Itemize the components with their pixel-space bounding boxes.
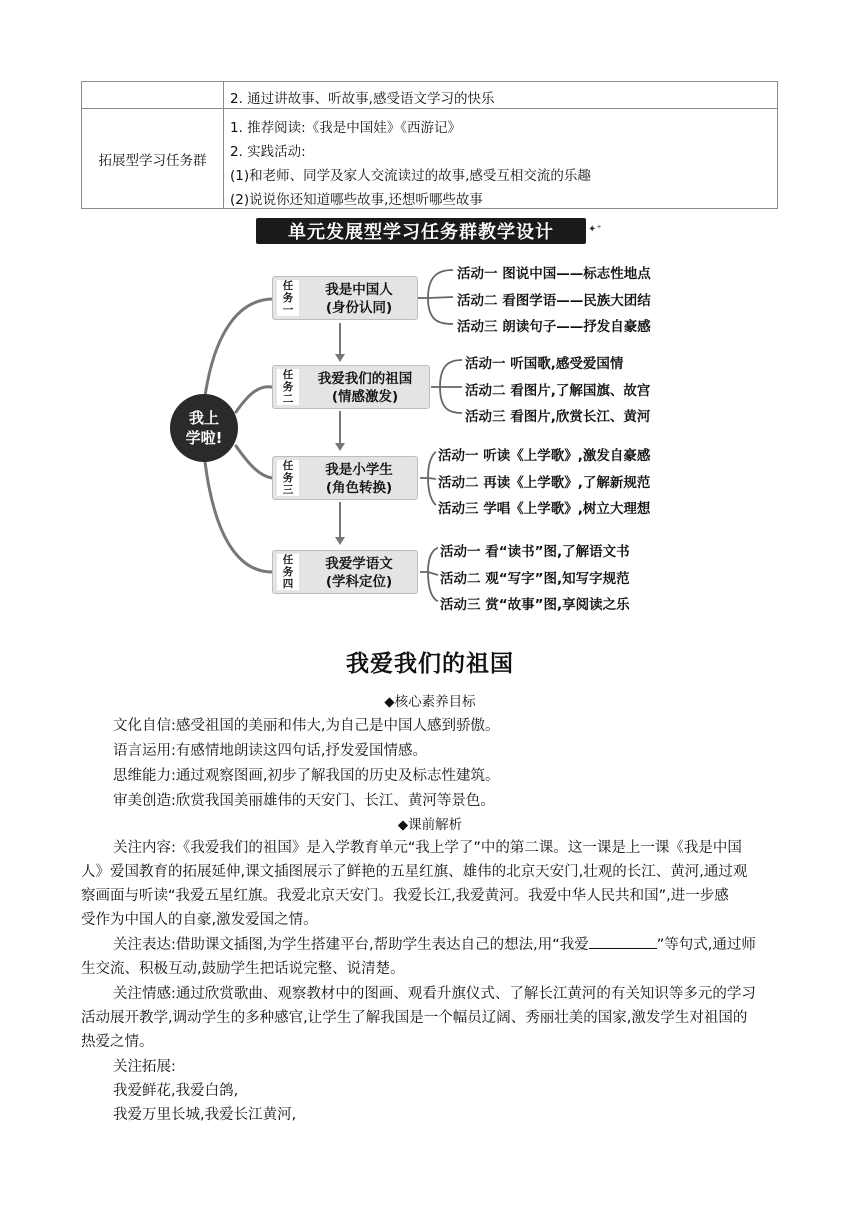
- poem-line: 我爱万里长城,我爱长江黄河,: [113, 1107, 297, 1123]
- paragraph-line: 关注情感:通过欣赏歌曲、观察教材中的图画、观看升旗仪式、了解长江黄河的有关知识等多元的学习: [113, 986, 756, 1002]
- goal-item: 语言运用:有感情地朗读这四句话,抒发爱国情感。: [113, 743, 427, 759]
- mind-map-center: [170, 394, 238, 462]
- task-tag: [277, 369, 299, 405]
- table-cell-text: 1. 推荐阅读:《我是中国娃》《西游记》: [230, 120, 461, 136]
- activity-item: 活动一 听读《上学歌》,激发自豪感: [438, 448, 651, 464]
- task-tag-char: 任: [282, 554, 294, 566]
- paragraph-line: 活动展开教学,调动学生的多种感官,让学生了解我国是一个幅员辽阔、秀丽壮美的国家,激发学生对祖国的: [81, 1010, 748, 1026]
- center-label-line: 学啦!: [185, 429, 223, 447]
- activity-item: 活动二 看图学语——民族大团结: [457, 293, 651, 309]
- task-tag-char: 务: [282, 381, 294, 393]
- activity-item: 活动三 看图片,欣赏长江、黄河: [465, 409, 651, 425]
- table-cell-text: (2)说说你还知道哪些故事,还想听哪些故事: [230, 192, 483, 208]
- task-tag: [277, 554, 299, 590]
- task-tag-char: 三: [282, 484, 294, 496]
- activity-item: 活动一 图说中国——标志性地点: [457, 266, 651, 282]
- activity-item: 活动三 学唱《上学歌》,树立大理想: [438, 501, 651, 517]
- paragraph-line: 人》爱国教育的拓展延伸,课文插图展示了鲜艳的五星红旗、雄伟的北京天安门,壮观的长江、黄河,通过观: [81, 864, 748, 880]
- task-subtitle: (学科定位): [325, 574, 393, 590]
- task-tag-char: 任: [282, 280, 294, 292]
- goal-item: 审美创造:欣赏我国美丽雄伟的天安门、长江、黄河等景色。: [113, 793, 495, 809]
- paragraph-line: 热爱之情。: [81, 1034, 154, 1050]
- paragraph-text: ”等句式,通过师: [656, 937, 756, 953]
- paragraph-text: 关注表达:借助课文插图,为学生搭建平台,帮助学生表达自己的想法,用“我爱: [113, 937, 589, 953]
- activity-item: 活动一 听国歌,感受爱国情: [465, 356, 624, 372]
- activity-item: 活动二 看图片,了解国旗、故宫: [465, 383, 651, 399]
- table-cell-text: 2. 实践活动:: [230, 144, 306, 160]
- branch-line: [205, 299, 272, 396]
- fill-blank: [589, 934, 657, 949]
- analysis-heading: ◆课前解析: [397, 817, 463, 833]
- task-tag-char: 务: [282, 292, 294, 304]
- task-name: 我爱学语文: [325, 556, 393, 572]
- activity-item: 活动三 赏“故事”图,享阅读之乐: [440, 597, 630, 613]
- paragraph-line: 关注拓展:: [113, 1059, 176, 1075]
- task-tag-char: 四: [282, 578, 294, 590]
- lesson-title: 我爱我们的祖国: [346, 651, 514, 677]
- task-subtitle: (身份认同): [325, 300, 393, 316]
- activity-item: 活动一 看“读书”图,了解语文书: [440, 544, 630, 560]
- task-one-box: [272, 276, 418, 320]
- paragraph-line: [113, 933, 756, 954]
- task-subtitle: (情感激发): [331, 389, 399, 405]
- paragraph-line: 生交流、积极互动,鼓励学生把话说完整、说清楚。: [81, 961, 405, 977]
- task-tag-char: 任: [282, 460, 294, 472]
- task-two-box: [272, 365, 430, 409]
- task-tag: [277, 460, 299, 496]
- poem-line: 我爱鲜花,我爱白鸽,: [113, 1083, 239, 1099]
- task-tag-char: 务: [282, 472, 294, 484]
- task-tag-char: 务: [282, 566, 294, 578]
- paragraph-line: 受作为中国人的自豪,激发爱国之情。: [81, 912, 318, 928]
- task-name: 我是小学生: [325, 462, 393, 478]
- table-cell-text: 2. 通过讲故事、听故事,感受语文学习的快乐: [230, 91, 495, 107]
- sparkle-icon: ✦⁺: [588, 224, 602, 235]
- task-subtitle: (角色转换): [325, 480, 393, 496]
- activity-item: 活动三 朗读句子——抒发自豪感: [457, 319, 651, 335]
- task-tag-char: 二: [282, 393, 294, 405]
- task-tag-char: 任: [282, 369, 294, 381]
- task-name: 我是中国人: [325, 282, 393, 298]
- branch-line: [205, 462, 272, 572]
- table-row-label: 拓展型学习任务群: [98, 153, 207, 169]
- task-three-box: [272, 456, 418, 500]
- branch-line: [236, 446, 272, 478]
- paragraph-line: 关注内容:《我爱我们的祖国》是入学教育单元“我上学了”中的第二课。这一课是上一课《我是中国: [113, 840, 742, 856]
- task-four-box: [272, 550, 418, 594]
- paragraph-line: 察画面与听读“我爱五星红旗。我爱北京天安门。我爱长江,我爱黄河。我爱中华人民共和国”,进一步感: [81, 888, 729, 904]
- goals-heading: ◆核心素养目标: [384, 694, 476, 710]
- activity-item: 活动二 观“写字”图,知写字规范: [440, 571, 630, 587]
- goal-item: 文化自信:感受祖国的美丽和伟大,为自己是中国人感到骄傲。: [113, 718, 500, 734]
- table-cell-text: (1)和老师、同学及家人交流读过的故事,感受互相交流的乐趣: [230, 168, 591, 184]
- task-name: 我爱我们的祖国: [317, 371, 413, 387]
- center-label-line: 我上: [188, 409, 219, 427]
- task-tag: [277, 280, 299, 316]
- branch-line: [236, 387, 272, 412]
- section-banner: 单元发展型学习任务群教学设计: [256, 218, 586, 244]
- activity-item: 活动二 再读《上学歌》,了解新规范: [438, 475, 651, 491]
- goal-item: 思维能力:通过观察图画,初步了解我国的历史及标志性建筑。: [113, 768, 500, 784]
- task-tag-char: 一: [282, 304, 294, 316]
